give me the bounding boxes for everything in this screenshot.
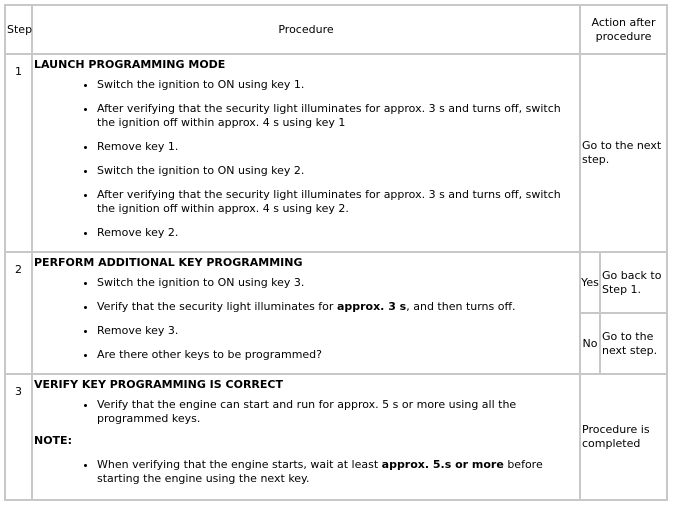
procedure-cell xyxy=(32,374,580,500)
step-title: VERIFY KEY PROGRAMMING IS CORRECT xyxy=(34,378,283,391)
table-row xyxy=(5,252,667,313)
list-item: • After verifying that the security light illuminates for approx. 3 s and turns off, switch the ignition off within approx. 4 s using key 1 xyxy=(97,102,579,130)
yes-label: Yes xyxy=(580,252,600,313)
bullet-list xyxy=(33,458,579,486)
yes-action: Go back to Step 1. xyxy=(600,252,667,313)
list-item: • Remove key 3. xyxy=(97,324,579,338)
step-title: LAUNCH PROGRAMMING MODE xyxy=(34,58,226,71)
step-number: 2 xyxy=(5,252,32,374)
step-title: PERFORM ADDITIONAL KEY PROGRAMMING xyxy=(34,256,303,269)
list-item: • Remove key 1. xyxy=(97,140,579,154)
no-action: Go to the next step. xyxy=(600,313,667,374)
procedure-cell xyxy=(32,252,580,374)
action-cell: Procedure is completed xyxy=(580,374,667,500)
list-item: • When verifying that the engine starts, wait at least approx. 5.s or more before starting the engine using the next key. xyxy=(97,458,579,486)
list-item: • Remove key 2. xyxy=(97,226,579,240)
header-row xyxy=(5,5,667,54)
list-item: • Are there other keys to be programmed? xyxy=(97,348,579,362)
table-row xyxy=(5,54,667,252)
procedure-table xyxy=(4,4,668,501)
no-label: No xyxy=(580,313,600,374)
action-cell: Go to the next step. xyxy=(580,54,667,252)
list-item: • Switch the ignition to ON using key 1. xyxy=(97,78,579,92)
list-item: • Switch the ignition to ON using key 2. xyxy=(97,164,579,178)
bullet-list xyxy=(33,398,579,426)
list-item: • Verify that the security light illuminates for approx. 3 s, and then turns off. xyxy=(97,300,579,314)
bullet-list xyxy=(33,276,579,362)
header-step: Step xyxy=(5,5,32,54)
step-number: 1 xyxy=(5,54,32,252)
step-number: 3 xyxy=(5,374,32,500)
note-label: NOTE: xyxy=(34,434,72,447)
header-procedure: Procedure xyxy=(32,5,580,54)
table-row xyxy=(5,374,667,500)
bullet-list xyxy=(33,78,579,240)
procedure-cell xyxy=(32,54,580,252)
list-item: • Switch the ignition to ON using key 3. xyxy=(97,276,579,290)
list-item: • After verifying that the security light illuminates for approx. 3 s and turns off, switch the ignition off within approx. 4 s using key 2. xyxy=(97,188,579,216)
list-item: • Verify that the engine can start and run for approx. 5 s or more using all the programmed keys. xyxy=(97,398,579,426)
header-action: Action after procedure xyxy=(580,5,667,54)
